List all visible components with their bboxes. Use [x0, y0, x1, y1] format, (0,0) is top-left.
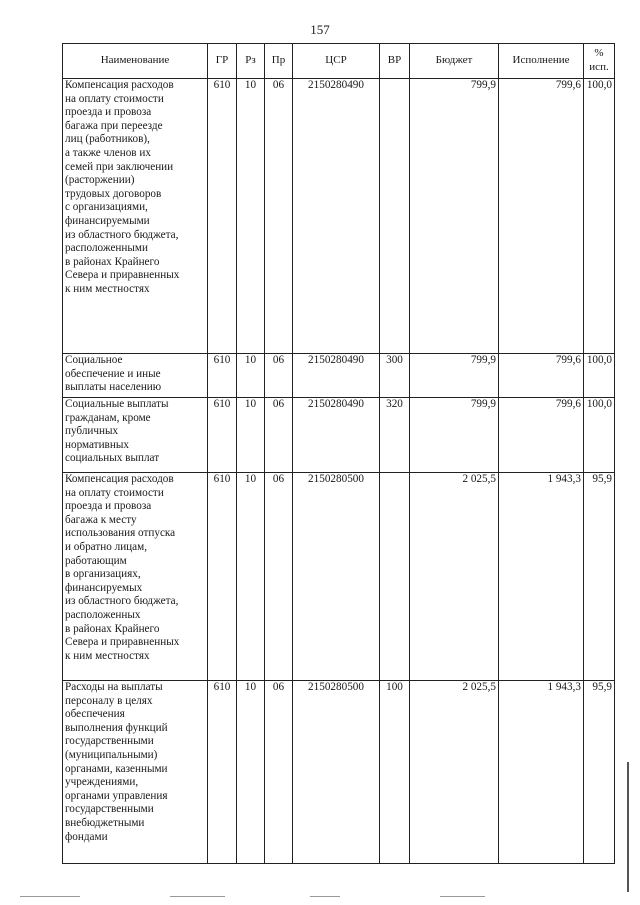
row-name: Расходы на выплаты персоналу в целях обеспечения выполнения функций государственными (муниципальными) органами, казенными учреждениями, органами управления государственными внебюджетными фондами — [63, 681, 208, 864]
row-rz: 10 — [237, 473, 265, 681]
header-rz: Рз — [237, 44, 265, 79]
scan-edge-mark — [627, 762, 629, 892]
row-budget: 2 025,5 — [410, 681, 499, 864]
row-percent: 95,9 — [584, 473, 615, 681]
table-row — [63, 79, 615, 354]
table-row — [63, 473, 615, 681]
row-vr: 300 — [380, 354, 410, 398]
row-vr: 320 — [380, 398, 410, 473]
scan-edge-line — [170, 896, 225, 897]
table-row — [63, 354, 615, 398]
header-percent: % исп. — [584, 44, 615, 79]
row-percent: 95,9 — [584, 681, 615, 864]
row-percent: 100,0 — [584, 354, 615, 398]
row-vr — [380, 79, 410, 354]
row-csr: 2150280500 — [293, 473, 380, 681]
header-gr: ГР — [208, 44, 237, 79]
row-name: Социальное обеспечение и иные выплаты населению — [63, 354, 208, 398]
scan-edge-line — [310, 896, 340, 897]
row-gr: 610 — [208, 681, 237, 864]
table-header-row — [63, 44, 615, 79]
row-percent: 100,0 — [584, 398, 615, 473]
row-gr: 610 — [208, 354, 237, 398]
header-csr: ЦСР — [293, 44, 380, 79]
row-budget: 799,9 — [410, 79, 499, 354]
table-row — [63, 398, 615, 473]
row-execution: 1 943,3 — [499, 473, 584, 681]
row-vr: 100 — [380, 681, 410, 864]
row-vr — [380, 473, 410, 681]
header-pr: Пр — [265, 44, 293, 79]
page-number: 157 — [310, 22, 330, 37]
row-rz: 10 — [237, 354, 265, 398]
row-budget: 2 025,5 — [410, 473, 499, 681]
row-pr: 06 — [265, 473, 293, 681]
header-vr: ВР — [380, 44, 410, 79]
table-row — [63, 681, 615, 864]
row-rz: 10 — [237, 398, 265, 473]
row-gr: 610 — [208, 79, 237, 354]
row-rz: 10 — [237, 681, 265, 864]
row-name: Компенсация расходов на оплату стоимости проезда и провоза багажа к месту использования отпуска и обратно лицам, работающим в организациях, финансируемых из областного бюджета, расположенных в районах Крайнего Севера и приравненных к ним местностях — [63, 473, 208, 681]
scan-edge-line — [20, 896, 80, 897]
row-gr: 610 — [208, 398, 237, 473]
row-pr: 06 — [265, 398, 293, 473]
row-csr: 2150280500 — [293, 681, 380, 864]
row-execution: 799,6 — [499, 79, 584, 354]
row-csr: 2150280490 — [293, 354, 380, 398]
row-execution: 799,6 — [499, 354, 584, 398]
row-budget: 799,9 — [410, 398, 499, 473]
scan-edge-line — [440, 896, 485, 897]
row-csr: 2150280490 — [293, 398, 380, 473]
row-budget: 799,9 — [410, 354, 499, 398]
row-csr: 2150280490 — [293, 79, 380, 354]
row-execution: 1 943,3 — [499, 681, 584, 864]
header-name: Наименование — [63, 44, 208, 79]
row-percent: 100,0 — [584, 79, 615, 354]
row-name: Социальные выплаты гражданам, кроме публичных нормативных социальных выплат — [63, 398, 208, 473]
row-name: Компенсация расходов на оплату стоимости проезда и провоза багажа при переезде лиц (работников), а также членов их семей при заключении (расторжении) трудовых договоров с организациями, финансируемыми из областного бюджета, расположенными в районах Крайнего Севера и приравненных к ним местностях — [63, 79, 208, 354]
row-gr: 610 — [208, 473, 237, 681]
row-pr: 06 — [265, 79, 293, 354]
budget-execution-table — [62, 43, 615, 864]
row-rz: 10 — [237, 79, 265, 354]
row-pr: 06 — [265, 354, 293, 398]
row-execution: 799,6 — [499, 398, 584, 473]
row-pr: 06 — [265, 681, 293, 864]
header-execution: Исполнение — [499, 44, 584, 79]
header-budget: Бюджет — [410, 44, 499, 79]
